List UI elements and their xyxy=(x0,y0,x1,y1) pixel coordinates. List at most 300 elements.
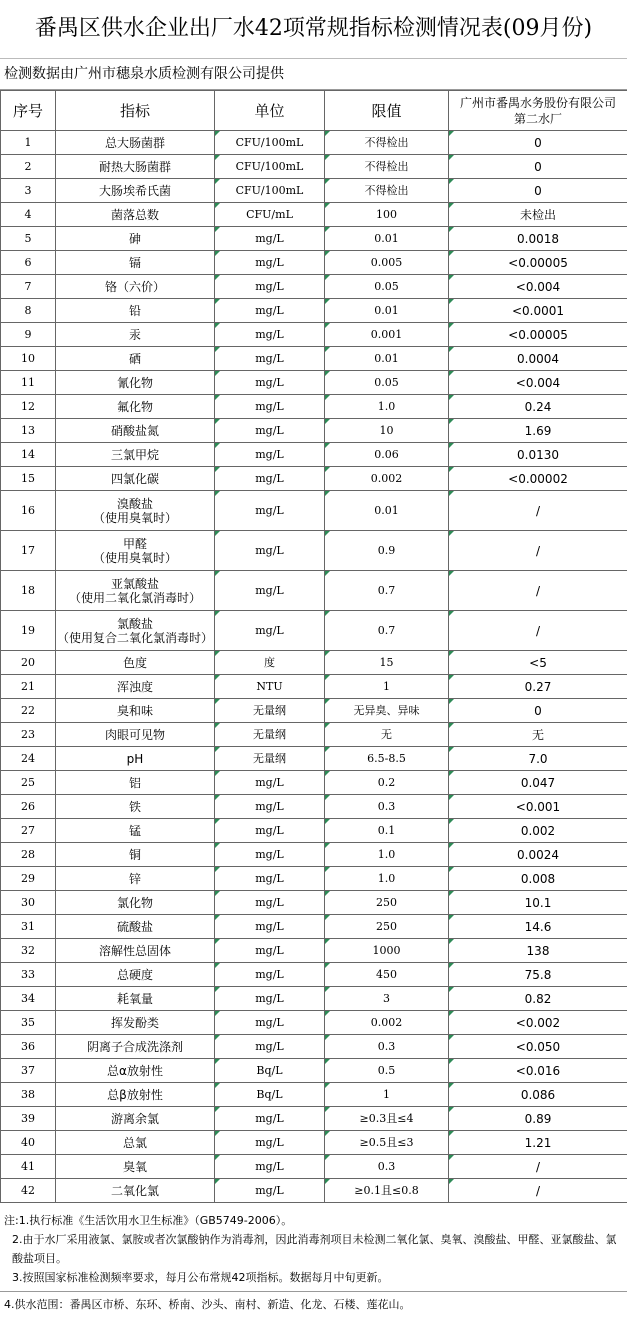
cell-limit: ≥0.5且≤3 xyxy=(325,1131,449,1155)
cell-result: 0 xyxy=(449,179,627,203)
indicator-name: 氯化物 xyxy=(116,895,153,910)
cell-indicator xyxy=(56,1179,215,1203)
cell-indicator xyxy=(56,771,215,795)
cell-seq: 40 xyxy=(1,1131,56,1155)
cell-indicator xyxy=(56,227,215,251)
cell-limit: 0.01 xyxy=(325,491,449,531)
cell-unit: mg/L xyxy=(215,963,325,987)
cell-unit: mg/L xyxy=(215,371,325,395)
cell-limit: 1.0 xyxy=(325,843,449,867)
table-row xyxy=(1,571,627,611)
indicator-name: 臭和味 xyxy=(116,703,153,718)
cell-limit: 0.3 xyxy=(325,795,449,819)
table-row xyxy=(1,1059,627,1083)
cell-seq: 26 xyxy=(1,795,56,819)
cell-unit: mg/L xyxy=(215,1131,325,1155)
cell-result: 0.0024 xyxy=(449,843,627,867)
table-row xyxy=(1,443,627,467)
cell-limit: 无 xyxy=(325,723,449,747)
cell-result: 10.1 xyxy=(449,891,627,915)
cell-result: <0.00002 xyxy=(449,467,627,491)
cell-unit: CFU/100mL xyxy=(215,179,325,203)
cell-result: 7.0 xyxy=(449,747,627,771)
indicator-name: 铁 xyxy=(128,799,141,814)
data-provider: 检测数据由广州市穗泉水质检测有限公司提供 xyxy=(0,59,627,90)
table-row xyxy=(1,675,627,699)
cell-seq: 12 xyxy=(1,395,56,419)
cell-seq: 11 xyxy=(1,371,56,395)
cell-unit: mg/L xyxy=(215,867,325,891)
table-row xyxy=(1,987,627,1011)
cell-limit: 0.002 xyxy=(325,1011,449,1035)
cell-limit: 100 xyxy=(325,203,449,227)
indicator-name: 阴离子合成洗涤剂 xyxy=(86,1039,183,1054)
indicator-name: 大肠埃希氏菌 xyxy=(98,183,171,198)
cell-limit: 450 xyxy=(325,963,449,987)
table-header-row xyxy=(1,91,627,131)
table-row xyxy=(1,611,627,651)
cell-indicator xyxy=(56,443,215,467)
cell-limit: 10 xyxy=(325,419,449,443)
indicator-name: pH xyxy=(126,751,144,766)
cell-indicator xyxy=(56,1155,215,1179)
cell-result: <5 xyxy=(449,651,627,675)
cell-seq: 42 xyxy=(1,1179,56,1203)
cell-result: 0 xyxy=(449,155,627,179)
cell-indicator xyxy=(56,155,215,179)
indicator-name: 铝 xyxy=(128,775,141,790)
cell-indicator xyxy=(56,819,215,843)
cell-indicator xyxy=(56,1011,215,1035)
indicator-name: 总大肠菌群 xyxy=(104,135,165,150)
header-plant xyxy=(449,91,627,131)
cell-indicator xyxy=(56,795,215,819)
table-row xyxy=(1,867,627,891)
table-row xyxy=(1,915,627,939)
cell-seq: 23 xyxy=(1,723,56,747)
indicator-condition: （使用复合二氧化氯消毒时） xyxy=(56,630,213,645)
header-seq: 序号 xyxy=(1,91,56,131)
indicator-name: 总α放射性 xyxy=(107,1063,163,1078)
cell-limit: 3 xyxy=(325,987,449,1011)
table-row xyxy=(1,963,627,987)
cell-unit: mg/L xyxy=(215,395,325,419)
cell-result: 0.27 xyxy=(449,675,627,699)
table-row xyxy=(1,227,627,251)
cell-limit: 0.002 xyxy=(325,467,449,491)
indicator-name: 耗氧量 xyxy=(116,991,153,1006)
indicator-name: 菌落总数 xyxy=(110,207,159,222)
cell-unit: mg/L xyxy=(215,1011,325,1035)
cell-unit: mg/L xyxy=(215,467,325,491)
note-1: 注:1.执行标准《生活饮用水卫生标准》（GB5749-2006）。 xyxy=(4,1214,293,1227)
cell-result: 0.0004 xyxy=(449,347,627,371)
table-row xyxy=(1,1179,627,1203)
table-row xyxy=(1,131,627,155)
cell-limit: 1.0 xyxy=(325,395,449,419)
cell-result: 0.89 xyxy=(449,1107,627,1131)
cell-seq: 14 xyxy=(1,443,56,467)
table-row xyxy=(1,323,627,347)
table-row xyxy=(1,723,627,747)
cell-result: 1.69 xyxy=(449,419,627,443)
cell-limit: 0.06 xyxy=(325,443,449,467)
cell-indicator xyxy=(56,1107,215,1131)
cell-seq: 18 xyxy=(1,571,56,611)
cell-unit: mg/L xyxy=(215,819,325,843)
cell-indicator xyxy=(56,867,215,891)
cell-unit: mg/L xyxy=(215,323,325,347)
cell-indicator xyxy=(56,571,215,611)
header-limit: 限值 xyxy=(325,91,449,131)
cell-limit: 0.3 xyxy=(325,1155,449,1179)
cell-indicator xyxy=(56,131,215,155)
indicator-name: 二氧化氯 xyxy=(110,1183,159,1198)
cell-limit: 无异臭、异味 xyxy=(325,699,449,723)
cell-seq: 30 xyxy=(1,891,56,915)
cell-seq: 36 xyxy=(1,1035,56,1059)
cell-unit: mg/L xyxy=(215,1035,325,1059)
cell-unit: 无量纲 xyxy=(215,699,325,723)
cell-result: <0.004 xyxy=(449,275,627,299)
cell-indicator xyxy=(56,723,215,747)
cell-limit: 1 xyxy=(325,675,449,699)
cell-seq: 39 xyxy=(1,1107,56,1131)
cell-result: 0.047 xyxy=(449,771,627,795)
cell-seq: 33 xyxy=(1,963,56,987)
cell-unit: mg/L xyxy=(215,1179,325,1203)
cell-unit: mg/L xyxy=(215,771,325,795)
cell-indicator xyxy=(56,1083,215,1107)
table-row xyxy=(1,395,627,419)
cell-result: 未检出 xyxy=(449,203,627,227)
cell-seq: 3 xyxy=(1,179,56,203)
header-plant-name: 第二水厂 xyxy=(513,111,562,126)
cell-unit: mg/L xyxy=(215,299,325,323)
indicator-condition: （使用二氧化氯消毒时） xyxy=(68,590,201,605)
cell-seq: 22 xyxy=(1,699,56,723)
cell-indicator xyxy=(56,1035,215,1059)
indicator-condition: （使用臭氧时） xyxy=(92,550,177,565)
cell-indicator xyxy=(56,891,215,915)
table-row xyxy=(1,1131,627,1155)
cell-result: 0.002 xyxy=(449,819,627,843)
table-row xyxy=(1,299,627,323)
indicator-name: 挥发酚类 xyxy=(110,1015,159,1030)
cell-seq: 8 xyxy=(1,299,56,323)
table-row xyxy=(1,1107,627,1131)
indicator-name: 溶解性总固体 xyxy=(98,943,171,958)
cell-seq: 34 xyxy=(1,987,56,1011)
table-row xyxy=(1,819,627,843)
cell-indicator xyxy=(56,915,215,939)
cell-seq: 5 xyxy=(1,227,56,251)
table-row xyxy=(1,747,627,771)
note-3: 3.按照国家标准检测频率要求，每月公布常规42项指标。数据每月中旬更新。 xyxy=(12,1271,389,1284)
cell-limit: 0.05 xyxy=(325,275,449,299)
cell-seq: 29 xyxy=(1,867,56,891)
cell-indicator xyxy=(56,347,215,371)
indicator-name: 浑浊度 xyxy=(116,679,153,694)
cell-limit: 0.1 xyxy=(325,819,449,843)
cell-unit: mg/L xyxy=(215,1107,325,1131)
cell-unit: CFU/100mL xyxy=(215,131,325,155)
cell-unit: mg/L xyxy=(215,1155,325,1179)
cell-result: 0.0130 xyxy=(449,443,627,467)
table-row xyxy=(1,1155,627,1179)
cell-unit: mg/L xyxy=(215,571,325,611)
table-row xyxy=(1,939,627,963)
header-indicator: 指标 xyxy=(56,91,215,131)
cell-unit: mg/L xyxy=(215,891,325,915)
cell-result: 0 xyxy=(449,131,627,155)
cell-seq: 6 xyxy=(1,251,56,275)
cell-unit: CFU/mL xyxy=(215,203,325,227)
indicator-name: 锰 xyxy=(128,823,141,838)
indicator-name: 锌 xyxy=(128,871,141,886)
table-row xyxy=(1,1035,627,1059)
cell-seq: 32 xyxy=(1,939,56,963)
table-row xyxy=(1,371,627,395)
table-row xyxy=(1,467,627,491)
cell-result: / xyxy=(449,531,627,571)
cell-limit: 0.7 xyxy=(325,611,449,651)
header-plant-company: 广州市番禺水务股份有限公司 xyxy=(459,95,616,110)
table-body xyxy=(1,131,627,1203)
table-row xyxy=(1,251,627,275)
cell-limit: ≥0.1且≤0.8 xyxy=(325,1179,449,1203)
cell-limit: 0.7 xyxy=(325,571,449,611)
cell-seq: 35 xyxy=(1,1011,56,1035)
cell-indicator xyxy=(56,299,215,323)
table-row xyxy=(1,699,627,723)
indicator-name: 铬（六价） xyxy=(104,279,165,294)
indicator-name: 砷 xyxy=(128,231,141,246)
cell-indicator xyxy=(56,179,215,203)
indicator-name: 硒 xyxy=(128,351,141,366)
table-row xyxy=(1,347,627,371)
cell-seq: 4 xyxy=(1,203,56,227)
cell-indicator xyxy=(56,371,215,395)
cell-result: <0.002 xyxy=(449,1011,627,1035)
cell-seq: 27 xyxy=(1,819,56,843)
cell-unit: 无量纲 xyxy=(215,723,325,747)
cell-indicator xyxy=(56,251,215,275)
indicator-name: 铜 xyxy=(128,847,141,862)
cell-seq: 2 xyxy=(1,155,56,179)
cell-indicator xyxy=(56,1131,215,1155)
cell-unit: mg/L xyxy=(215,227,325,251)
cell-indicator xyxy=(56,203,215,227)
cell-unit: NTU xyxy=(215,675,325,699)
cell-unit: Bq/L xyxy=(215,1083,325,1107)
cell-seq: 9 xyxy=(1,323,56,347)
cell-result: / xyxy=(449,491,627,531)
cell-unit: mg/L xyxy=(215,491,325,531)
cell-unit: 度 xyxy=(215,651,325,675)
cell-result: / xyxy=(449,611,627,651)
indicator-name: 耐热大肠菌群 xyxy=(98,159,171,174)
cell-limit: 0.3 xyxy=(325,1035,449,1059)
cell-indicator xyxy=(56,1059,215,1083)
cell-limit: ≥0.3且≤4 xyxy=(325,1107,449,1131)
cell-indicator xyxy=(56,747,215,771)
cell-seq: 20 xyxy=(1,651,56,675)
indicator-name: 亚氯酸盐 xyxy=(110,576,159,591)
cell-seq: 16 xyxy=(1,491,56,531)
cell-unit: mg/L xyxy=(215,251,325,275)
cell-seq: 15 xyxy=(1,467,56,491)
cell-unit: mg/L xyxy=(215,347,325,371)
cell-limit: 0.01 xyxy=(325,299,449,323)
table-row xyxy=(1,491,627,531)
cell-indicator xyxy=(56,651,215,675)
cell-result: 0 xyxy=(449,699,627,723)
cell-limit: 不得检出 xyxy=(325,155,449,179)
cell-unit: mg/L xyxy=(215,843,325,867)
cell-unit: mg/L xyxy=(215,915,325,939)
cell-limit: 不得检出 xyxy=(325,179,449,203)
cell-limit: 0.01 xyxy=(325,227,449,251)
cell-seq: 10 xyxy=(1,347,56,371)
table-row xyxy=(1,155,627,179)
indicator-name: 铅 xyxy=(128,303,141,318)
cell-unit: mg/L xyxy=(215,987,325,1011)
cell-result: <0.050 xyxy=(449,1035,627,1059)
cell-limit: 1000 xyxy=(325,939,449,963)
cell-unit: Bq/L xyxy=(215,1059,325,1083)
cell-result: <0.001 xyxy=(449,795,627,819)
indicator-name: 色度 xyxy=(122,655,147,670)
cell-result: 0.82 xyxy=(449,987,627,1011)
indicator-name: 硫酸盐 xyxy=(116,919,153,934)
cell-seq: 31 xyxy=(1,915,56,939)
cell-limit: 0.01 xyxy=(325,347,449,371)
cell-seq: 37 xyxy=(1,1059,56,1083)
page-title: 番禺区供水企业出厂水42项常规指标检测情况表(09月份) xyxy=(0,0,627,59)
cell-seq: 25 xyxy=(1,771,56,795)
cell-unit: mg/L xyxy=(215,275,325,299)
indicator-name: 溴酸盐 xyxy=(116,496,153,511)
cell-limit: 0.001 xyxy=(325,323,449,347)
cell-result: 0.24 xyxy=(449,395,627,419)
indicator-name: 四氯化碳 xyxy=(110,471,159,486)
indicator-name: 臭氧 xyxy=(122,1159,147,1174)
cell-result: 138 xyxy=(449,939,627,963)
cell-limit: 250 xyxy=(325,891,449,915)
cell-indicator xyxy=(56,419,215,443)
notes-section xyxy=(0,1203,627,1287)
cell-seq: 13 xyxy=(1,419,56,443)
cell-indicator xyxy=(56,987,215,1011)
cell-result: 0.008 xyxy=(449,867,627,891)
cell-result: 75.8 xyxy=(449,963,627,987)
cell-indicator xyxy=(56,323,215,347)
table-row xyxy=(1,795,627,819)
indicator-name: 总氯 xyxy=(122,1135,147,1150)
cell-indicator xyxy=(56,963,215,987)
indicator-name: 总β放射性 xyxy=(107,1087,163,1102)
indicator-name: 氟化物 xyxy=(116,399,153,414)
cell-unit: 无量纲 xyxy=(215,747,325,771)
indicator-name: 氯酸盐 xyxy=(116,616,153,631)
cell-seq: 21 xyxy=(1,675,56,699)
indicator-condition: （使用臭氧时） xyxy=(92,510,177,525)
cell-result: <0.0001 xyxy=(449,299,627,323)
cell-unit: CFU/100mL xyxy=(215,155,325,179)
table-row xyxy=(1,419,627,443)
cell-seq: 38 xyxy=(1,1083,56,1107)
indicator-name: 镉 xyxy=(128,255,141,270)
indicator-name: 甲醛 xyxy=(122,536,147,551)
cell-indicator xyxy=(56,467,215,491)
table-row xyxy=(1,771,627,795)
table-row xyxy=(1,843,627,867)
table-row xyxy=(1,651,627,675)
table-row xyxy=(1,203,627,227)
cell-indicator xyxy=(56,395,215,419)
cell-result: / xyxy=(449,1155,627,1179)
cell-result: 1.21 xyxy=(449,1131,627,1155)
cell-seq: 28 xyxy=(1,843,56,867)
cell-limit: 0.5 xyxy=(325,1059,449,1083)
cell-result: 14.6 xyxy=(449,915,627,939)
cell-limit: 0.005 xyxy=(325,251,449,275)
cell-indicator xyxy=(56,843,215,867)
cell-limit: 不得检出 xyxy=(325,131,449,155)
cell-seq: 7 xyxy=(1,275,56,299)
cell-result: 0.086 xyxy=(449,1083,627,1107)
cell-limit: 1.0 xyxy=(325,867,449,891)
cell-unit: mg/L xyxy=(215,419,325,443)
cell-unit: mg/L xyxy=(215,795,325,819)
cell-seq: 24 xyxy=(1,747,56,771)
cell-result: 0.0018 xyxy=(449,227,627,251)
cell-limit: 1 xyxy=(325,1083,449,1107)
cell-indicator xyxy=(56,675,215,699)
cell-seq: 1 xyxy=(1,131,56,155)
indicator-name: 氰化物 xyxy=(116,375,153,390)
cell-indicator xyxy=(56,611,215,651)
cell-seq: 17 xyxy=(1,531,56,571)
cell-limit: 15 xyxy=(325,651,449,675)
cell-limit: 0.2 xyxy=(325,771,449,795)
cell-limit: 6.5-8.5 xyxy=(325,747,449,771)
indicator-name: 汞 xyxy=(128,327,141,342)
indicator-name: 硝酸盐氮 xyxy=(110,423,159,438)
water-quality-table xyxy=(0,90,627,1203)
cell-unit: mg/L xyxy=(215,611,325,651)
cell-result: / xyxy=(449,571,627,611)
table-row xyxy=(1,179,627,203)
cell-indicator xyxy=(56,275,215,299)
cell-indicator xyxy=(56,699,215,723)
cell-unit: mg/L xyxy=(215,531,325,571)
table-row xyxy=(1,275,627,299)
cell-limit: 250 xyxy=(325,915,449,939)
header-unit: 单位 xyxy=(215,91,325,131)
supply-scope: 4.供水范围：番禺区市桥、东环、桥南、沙头、南村、新造、化龙、石楼、莲花山。 xyxy=(0,1291,627,1312)
cell-result: <0.00005 xyxy=(449,323,627,347)
cell-result: <0.00005 xyxy=(449,251,627,275)
indicator-name: 游离余氯 xyxy=(110,1111,159,1126)
cell-limit: 0.9 xyxy=(325,531,449,571)
cell-result: 无 xyxy=(449,723,627,747)
cell-seq: 41 xyxy=(1,1155,56,1179)
indicator-name: 三氯甲烷 xyxy=(110,447,159,462)
cell-seq: 19 xyxy=(1,611,56,651)
note-2: 2.由于水厂采用液氯、氯胺或者次氯酸钠作为消毒剂，因此消毒剂项目未检测二氧化氯、臭氧、溴酸盐、甲醛、亚氯酸盐、氯酸盐项目。 xyxy=(12,1233,617,1265)
